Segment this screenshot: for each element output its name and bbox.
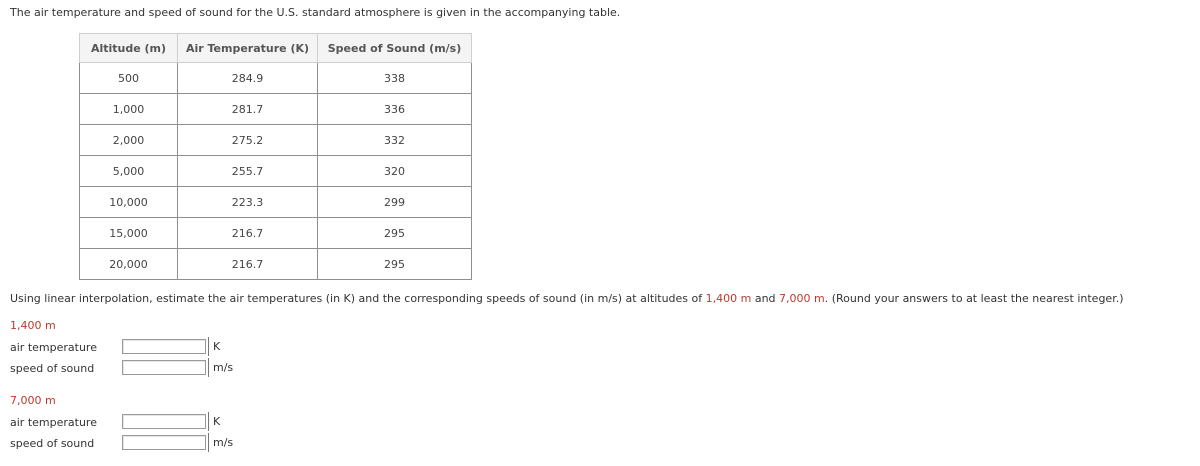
- unit-ms-7000: m/s: [208, 433, 233, 452]
- group-1400-heading: 1,400 m: [10, 319, 56, 332]
- cell-speed-of-sound: 320: [318, 156, 472, 187]
- cell-air-temperature: 223.3: [178, 187, 318, 218]
- cell-air-temperature: 284.9: [178, 63, 318, 94]
- table-row: [80, 249, 472, 280]
- group-7000-heading: 7,000 m: [10, 394, 56, 407]
- table-row: [80, 156, 472, 187]
- cell-air-temperature: 216.7: [178, 218, 318, 249]
- speed-of-sound-label-1400: speed of sound: [10, 362, 95, 375]
- table-row: [80, 187, 472, 218]
- cell-air-temperature: 281.7: [178, 94, 318, 125]
- table-row: [80, 218, 472, 249]
- cell-speed-of-sound: 299: [318, 187, 472, 218]
- cell-altitude: 5,000: [80, 156, 178, 187]
- question-part3: . (Round your answers to at least the nearest integer.): [824, 292, 1124, 305]
- cell-air-temperature: 216.7: [178, 249, 318, 280]
- unit-ms-1400: m/s: [208, 358, 233, 377]
- altitude-1-highlight: 1,400 m: [705, 292, 752, 305]
- intro-text: The air temperature and speed of sound for the U.S. standard atmosphere is given in the accompanying table.: [10, 6, 621, 19]
- cell-altitude: 10,000: [80, 187, 178, 218]
- cell-altitude: 500: [80, 63, 178, 94]
- header-air-temperature: Air Temperature (K): [178, 34, 318, 63]
- table-header-row: [80, 34, 472, 63]
- atmosphere-table: [79, 33, 472, 280]
- table-row: [80, 94, 472, 125]
- air-temperature-input-1400[interactable]: [122, 339, 206, 354]
- speed-of-sound-label-7000: speed of sound: [10, 437, 95, 450]
- speed-of-sound-input-1400[interactable]: [122, 360, 206, 375]
- question-text: [10, 292, 1124, 305]
- cell-air-temperature: 255.7: [178, 156, 318, 187]
- cell-speed-of-sound: 295: [318, 249, 472, 280]
- speed-of-sound-input-7000[interactable]: [122, 435, 206, 450]
- cell-altitude: 1,000: [80, 94, 178, 125]
- air-temperature-label-1400: air temperature: [10, 341, 97, 354]
- cell-speed-of-sound: 338: [318, 63, 472, 94]
- header-altitude: Altitude (m): [80, 34, 178, 63]
- table-row: [80, 63, 472, 94]
- cell-altitude: 2,000: [80, 125, 178, 156]
- altitude-2-highlight: 7,000 m: [779, 292, 825, 305]
- question-part1: Using linear interpolation, estimate the air temperatures (in K) and the corresponding speeds of sound (in m/s) at altitudes of: [10, 292, 706, 305]
- question-part2: and: [751, 292, 780, 305]
- cell-speed-of-sound: 336: [318, 94, 472, 125]
- cell-air-temperature: 275.2: [178, 125, 318, 156]
- cell-speed-of-sound: 295: [318, 218, 472, 249]
- air-temperature-label-7000: air temperature: [10, 416, 97, 429]
- unit-k-7000: K: [208, 412, 220, 431]
- cell-altitude: 20,000: [80, 249, 178, 280]
- cell-altitude: 15,000: [80, 218, 178, 249]
- header-speed-of-sound: Speed of Sound (m/s): [318, 34, 472, 63]
- cell-speed-of-sound: 332: [318, 125, 472, 156]
- unit-k-1400: K: [208, 337, 220, 356]
- air-temperature-input-7000[interactable]: [122, 414, 206, 429]
- table-row: [80, 125, 472, 156]
